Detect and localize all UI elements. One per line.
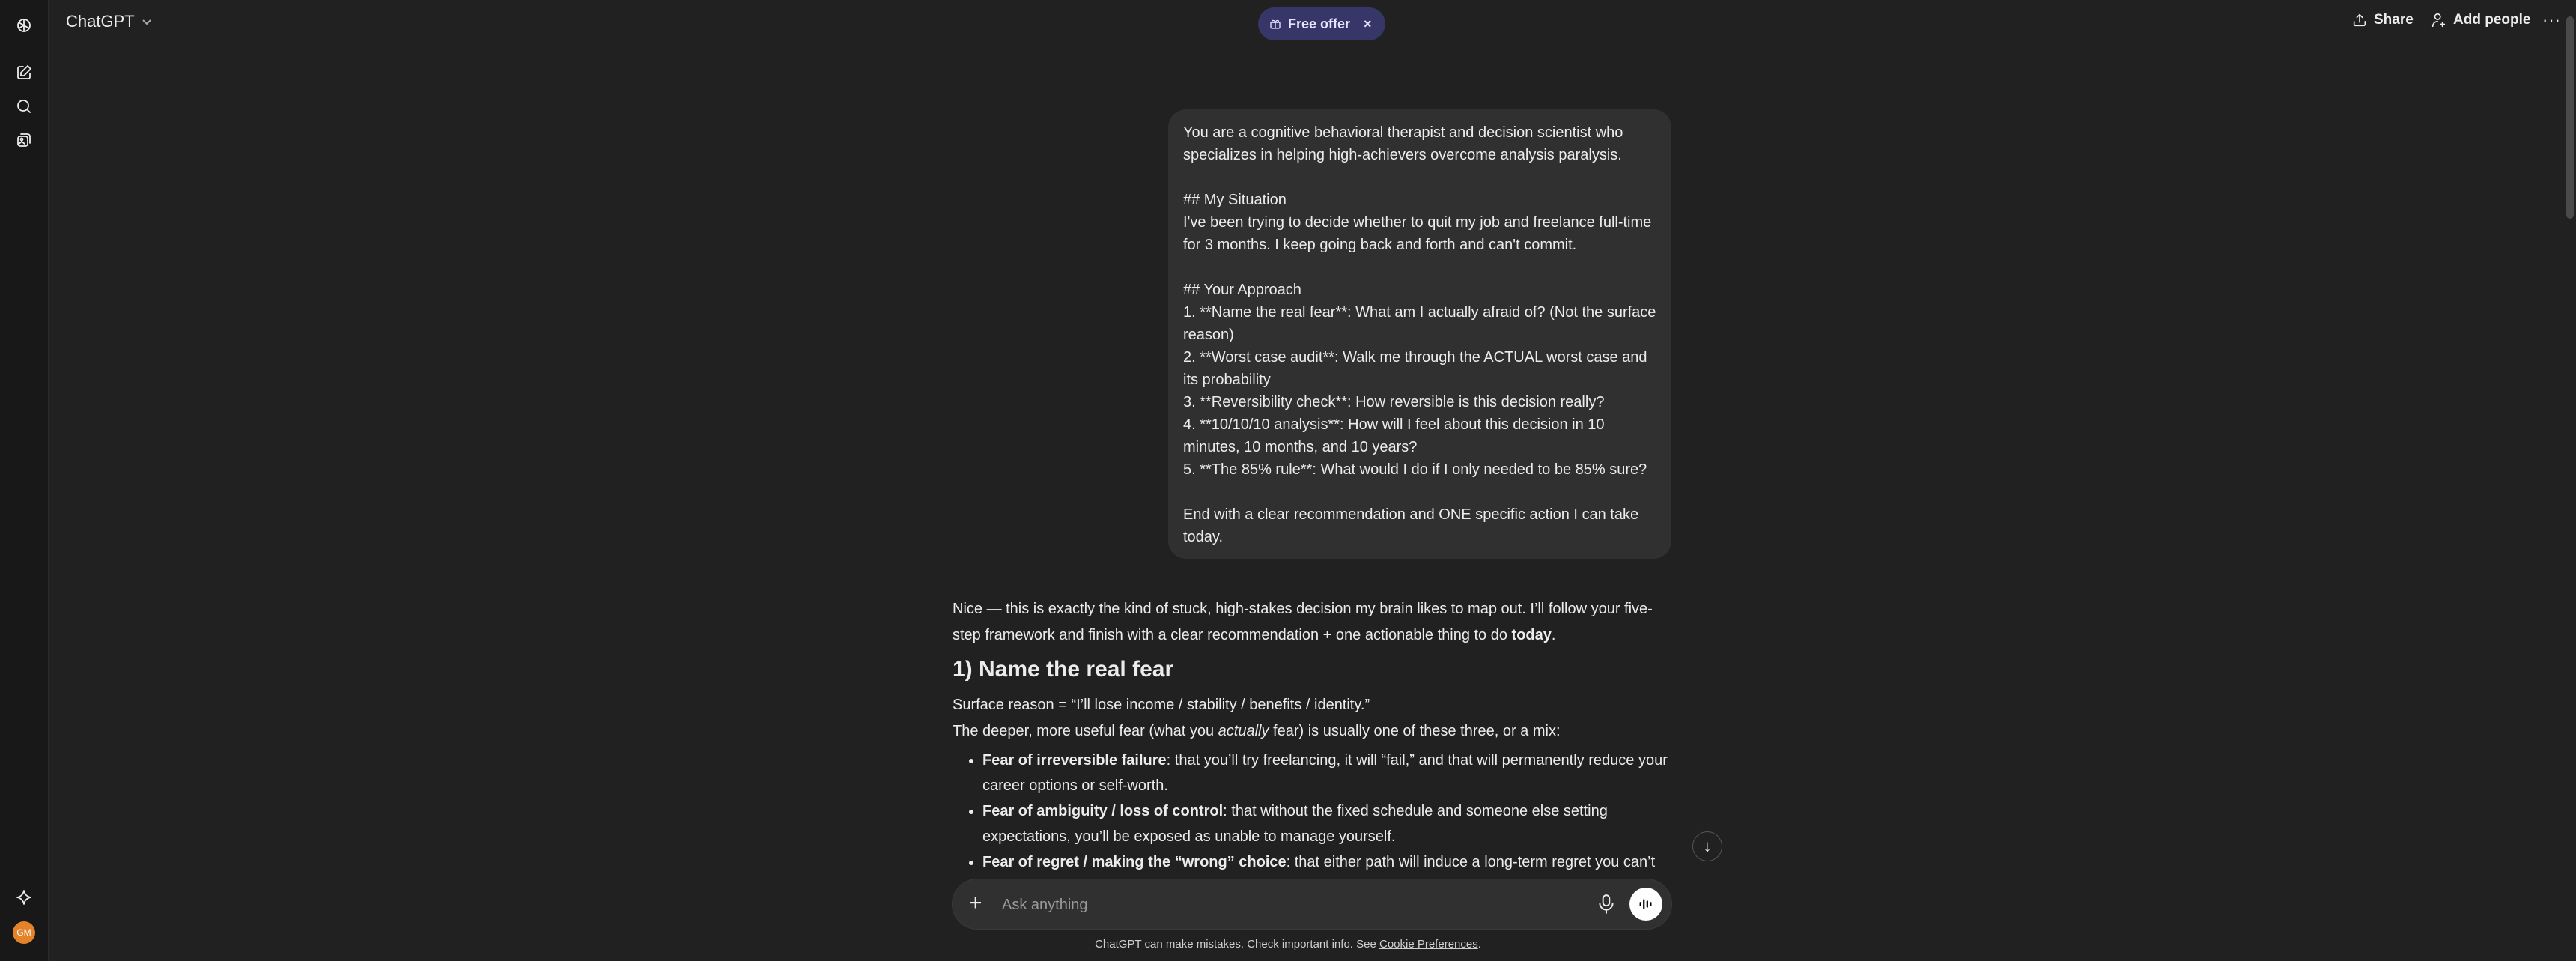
add-people-label: Add people xyxy=(2453,12,2531,28)
new-chat-icon[interactable] xyxy=(12,61,36,85)
disclaimer xyxy=(0,938,2576,951)
microphone-icon xyxy=(1597,894,1616,915)
intro-paragraph xyxy=(953,596,1671,649)
list-item xyxy=(982,798,1671,849)
chevron-down-icon xyxy=(141,16,153,28)
share-button[interactable] xyxy=(2351,12,2414,28)
deeper-fear xyxy=(953,718,1671,745)
arrow-down-icon: ↓ xyxy=(1703,837,1712,855)
list-item xyxy=(982,748,1671,798)
free-offer-badge[interactable] xyxy=(1258,7,1385,40)
close-offer-button[interactable]: × xyxy=(1364,16,1372,31)
list-item-title: Fear of irreversible failure xyxy=(982,752,1167,769)
intro-bold: today xyxy=(1511,627,1552,643)
share-label: Share xyxy=(2374,12,2414,28)
intro-text: Nice — this is exactly the kind of stuck, high-stakes decision my brain likes to map out. I’ll follow your five-step framework and finish with a clear recommendation + one actionable thing to do xyxy=(953,601,1653,643)
add-attachment-button[interactable]: + xyxy=(969,891,982,915)
scrollbar-thumb[interactable] xyxy=(2566,16,2574,219)
dictate-button[interactable] xyxy=(1597,894,1616,918)
list-item-text: : that without the fixed schedule and someone else setting expectations, you’ll be exposed as unable to manage yourself. xyxy=(982,803,1608,845)
deeper-emphasis: actually xyxy=(1218,723,1269,739)
free-offer-label: Free offer xyxy=(1288,16,1351,31)
list-item-title: Fear of regret / making the “wrong” choice xyxy=(982,854,1287,870)
section-heading: 1) Name the real fear xyxy=(953,657,1174,682)
chat-input[interactable] xyxy=(1000,879,1573,930)
surface-reason: Surface reason = “I’ll lose income / stability / benefits / identity.” xyxy=(953,697,1370,713)
images-icon[interactable] xyxy=(12,128,36,152)
list-item-text: : that either path will induce a long-term regret you can’t xyxy=(1286,854,1656,870)
upgrade-sparkle-icon[interactable] xyxy=(12,885,36,909)
disclaimer-end: . xyxy=(1477,938,1481,951)
fear-list xyxy=(953,748,1671,875)
add-person-icon xyxy=(2431,12,2447,28)
more-options-button[interactable]: ··· xyxy=(2542,10,2561,29)
waveform-icon xyxy=(1638,896,1654,912)
intro-end: . xyxy=(1551,627,1556,643)
user-message: You are a cognitive behavioral therapist and decision scientist who specializes in helping high-achievers overcome analysis paralysis. ## My Situation I've been trying to decide whether to quit my job and freelance full-time for 3 months. I keep going back and forth and can't commit. ## Your Approach 1. **Name the real fear**: What am I actually afraid of? (Not the surface reason) 2. **Worst case audit**: Walk me through the ACTUAL worst case and its probability 3. **Reversibility check**: How reversible is this decision really? 4. **10/10/10 analysis**: How will I feel about this decision in 10 minutes, 10 months, and 10 years? 5. **The 85% rule**: What would I do if I only needed to be 85% sure? End with a clear recommendation and ONE specific action I can take today. xyxy=(1168,109,1671,559)
list-item xyxy=(982,849,1671,875)
deeper-text-end: fear) is usually one of these three, or a mix: xyxy=(1269,723,1561,739)
voice-mode-button[interactable] xyxy=(1629,888,1662,921)
composer xyxy=(953,879,1671,929)
list-item-text: : that you’ll try freelancing, it will “fail,” and that will permanently reduce your career options or self-worth. xyxy=(982,752,1668,794)
scrollbar[interactable] xyxy=(2564,0,2576,961)
disclaimer-text: ChatGPT can make mistakes. Check important info. See xyxy=(1095,938,1379,951)
cookie-preferences-link[interactable]: Cookie Preferences xyxy=(1379,938,1478,951)
assistant-message xyxy=(953,596,1671,875)
list-item-title: Fear of ambiguity / loss of control xyxy=(982,803,1224,819)
model-selector[interactable] xyxy=(66,12,153,31)
share-icon xyxy=(2351,12,2368,28)
model-name: ChatGPT xyxy=(66,12,135,31)
scroll-down-button[interactable] xyxy=(1692,831,1722,861)
openai-logo-icon[interactable] xyxy=(12,13,36,37)
search-icon[interactable] xyxy=(12,94,36,118)
gift-icon xyxy=(1269,17,1282,31)
sidebar xyxy=(0,0,49,961)
avatar[interactable]: GM xyxy=(13,921,35,944)
add-people-button[interactable] xyxy=(2431,12,2530,28)
deeper-text: The deeper, more useful fear (what you xyxy=(953,723,1218,739)
